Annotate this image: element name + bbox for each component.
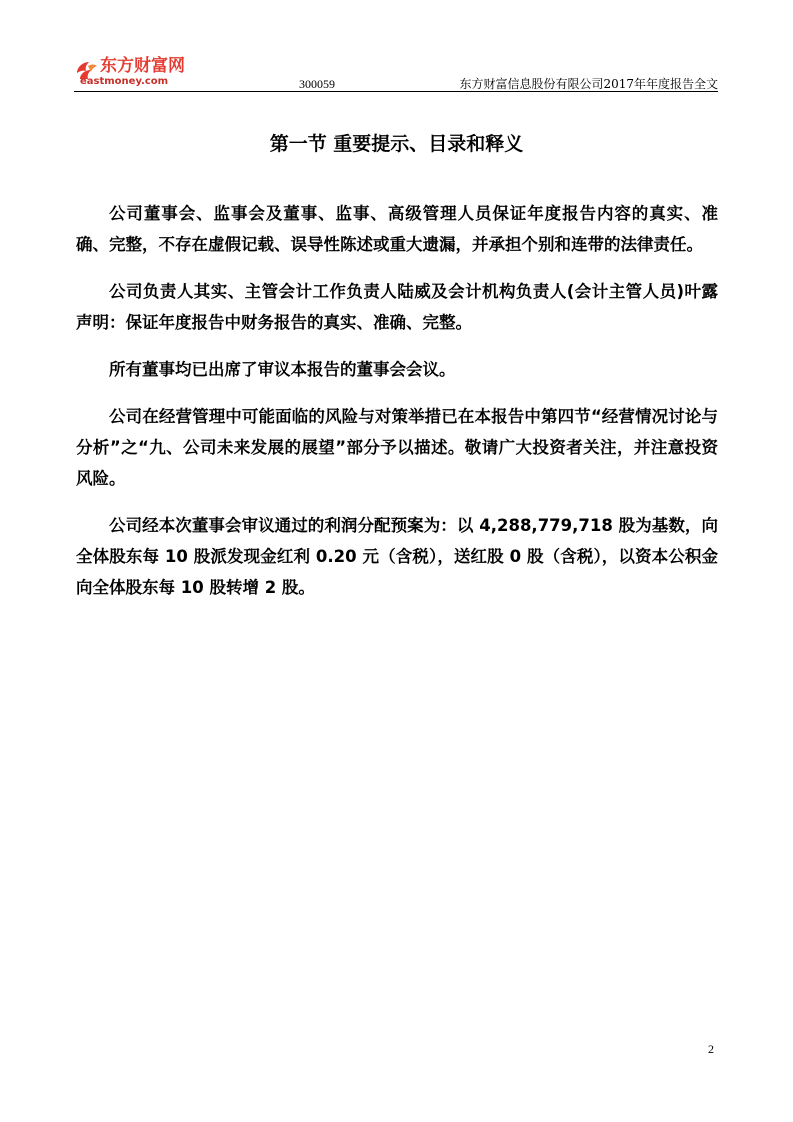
eastmoney-logo (74, 56, 200, 90)
logo-english-text: eastmoney.com (80, 76, 169, 87)
section-title: 第一节 重要提示、目录和释义 (269, 133, 524, 155)
paragraph-profit-distribution: 公司经本次董事会审议通过的利润分配预案为：以 4,288,779,718 股为基数，向全体股东每 10 股派发现金红利 0.20 元（含税），送红股 0 股（含税），以资本公积金向全体股东每 10 股转增 2 股。 (76, 516, 718, 597)
stock-code: 300059 (299, 77, 335, 91)
paragraph-board-attendance: 所有董事均已出席了审议本报告的董事会会议。 (109, 360, 456, 379)
paragraph-financial-declaration: 公司负责人其实、主管会计工作负责人陆威及会计机构负责人(会计主管人员)叶露声明：保证年度报告中财务报告的真实、准确、完整。 (76, 282, 718, 332)
paragraph-responsibility-statement: 公司董事会、监事会及董事、监事、高级管理人员保证年度报告内容的真实、准确、完整，不存在虚假记载、误导性陈述或重大遗漏，并承担个别和连带的法律责任。 (76, 204, 718, 254)
logo-chinese-text: 东方财富网 (100, 56, 185, 76)
report-name: 东方财富信息股份有限公司2017年年度报告全文 (459, 77, 718, 91)
header-divider (74, 91, 718, 92)
page-number: 2 (708, 1042, 714, 1056)
paragraph-risk-notice: 公司在经营管理中可能面临的风险与对策举措已在本报告中第四节“经营情况讨论与分析”之“九、公司未来发展的展望”部分予以描述。敬请广大投资者关注，并注意投资风险。 (76, 407, 718, 488)
body-text (76, 198, 718, 619)
page-header (74, 56, 718, 92)
